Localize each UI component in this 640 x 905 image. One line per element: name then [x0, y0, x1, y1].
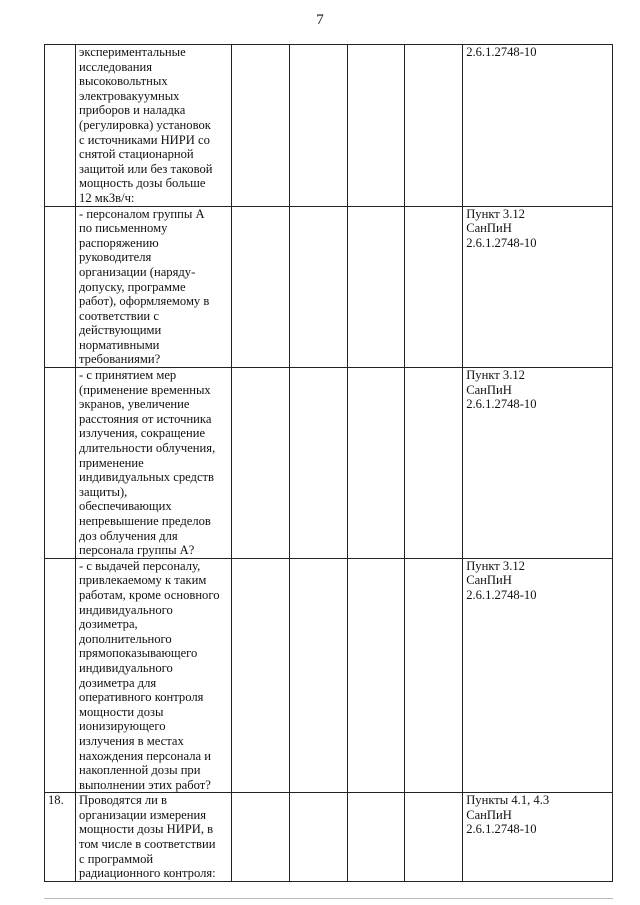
- question-text: - с выдачей персоналу, привлекаемому к таким работам, кроме основного индивидуального дозиметра, дополнительного прямопоказывающего индивидуального дозиметра для оперативного контроля мощности дозы ионизирующего излучения в местах нахождения персонала и накопленной дозы при выполнении этих работ?: [79, 558, 220, 792]
- answer-cell: [405, 558, 463, 793]
- answer-cell: [347, 206, 405, 368]
- question-cell: [76, 368, 232, 559]
- question-cell: [76, 558, 232, 793]
- table-row: [45, 558, 613, 793]
- answer-cell: [232, 368, 290, 559]
- answer-cell: [289, 558, 347, 793]
- question-text: экспериментальные исследования высоковольтных электровакуумных приборов и наладка (регулировка) установок с источниками НИРИ со снятой стационарной защитой или без таковой мощность дозы больше 12 мкЗв/ч:: [79, 45, 213, 205]
- reference-text: Пункт 3.12 СанПиН 2.6.1.2748-10: [466, 558, 537, 602]
- answer-cell: [405, 206, 463, 368]
- table-row: [45, 368, 613, 559]
- answer-cell: [289, 45, 347, 207]
- table-row: [45, 793, 613, 882]
- answer-cell: [289, 206, 347, 368]
- answer-cell: [232, 45, 290, 207]
- answer-cell: [347, 558, 405, 793]
- reference-cell: [463, 206, 613, 368]
- reference-cell: [463, 793, 613, 882]
- reference-cell: [463, 45, 613, 207]
- page-bottom-edge: [44, 898, 613, 899]
- answer-cell: [347, 793, 405, 882]
- row-number: [45, 45, 76, 207]
- question-text: - персоналом группы А по письменному распоряжению руководителя организации (наряду- допуску, программе работ), оформляемому в соответствии с действующими нормативными требованиями?: [79, 206, 210, 367]
- answer-cell: [347, 368, 405, 559]
- answer-cell: [289, 793, 347, 882]
- answer-cell: [405, 368, 463, 559]
- table-row: [45, 206, 613, 368]
- answer-cell: [232, 206, 290, 368]
- question-cell: [76, 45, 232, 207]
- answer-cell: [405, 793, 463, 882]
- answer-cell: [289, 368, 347, 559]
- reference-text: Пункты 4.1, 4.3 СанПиН 2.6.1.2748-10: [466, 793, 550, 837]
- row-number: [45, 206, 76, 368]
- answer-cell: [347, 45, 405, 207]
- row-number: [45, 558, 76, 793]
- page-number: 7: [316, 12, 324, 28]
- reference-cell: [463, 558, 613, 793]
- question-text: - с принятием мер (применение временных экранов, увеличение расстояния от источника излучения, сокращение длительности облучения, применение индивидуальных средств защиты), обеспечивающих непревышение пределов доз облучения для персонала группы А?: [79, 368, 216, 558]
- reference-cell: [463, 368, 613, 559]
- answer-cell: [232, 793, 290, 882]
- table-row: [45, 45, 613, 207]
- checklist-table: [44, 44, 613, 882]
- question-cell: [76, 793, 232, 882]
- reference-text: 2.6.1.2748-10: [466, 45, 537, 59]
- answer-cell: [405, 45, 463, 207]
- answer-cell: [232, 558, 290, 793]
- row-number: 18.: [45, 793, 76, 882]
- row-number: [45, 368, 76, 559]
- reference-text: Пункт 3.12 СанПиН 2.6.1.2748-10: [466, 206, 537, 250]
- question-cell: [76, 206, 232, 368]
- question-text: Проводятся ли в организации измерения мощности дозы НИРИ, в том числе в соответствии с программой радиационного контроля:: [79, 793, 216, 881]
- reference-text: Пункт 3.12 СанПиН 2.6.1.2748-10: [466, 368, 537, 412]
